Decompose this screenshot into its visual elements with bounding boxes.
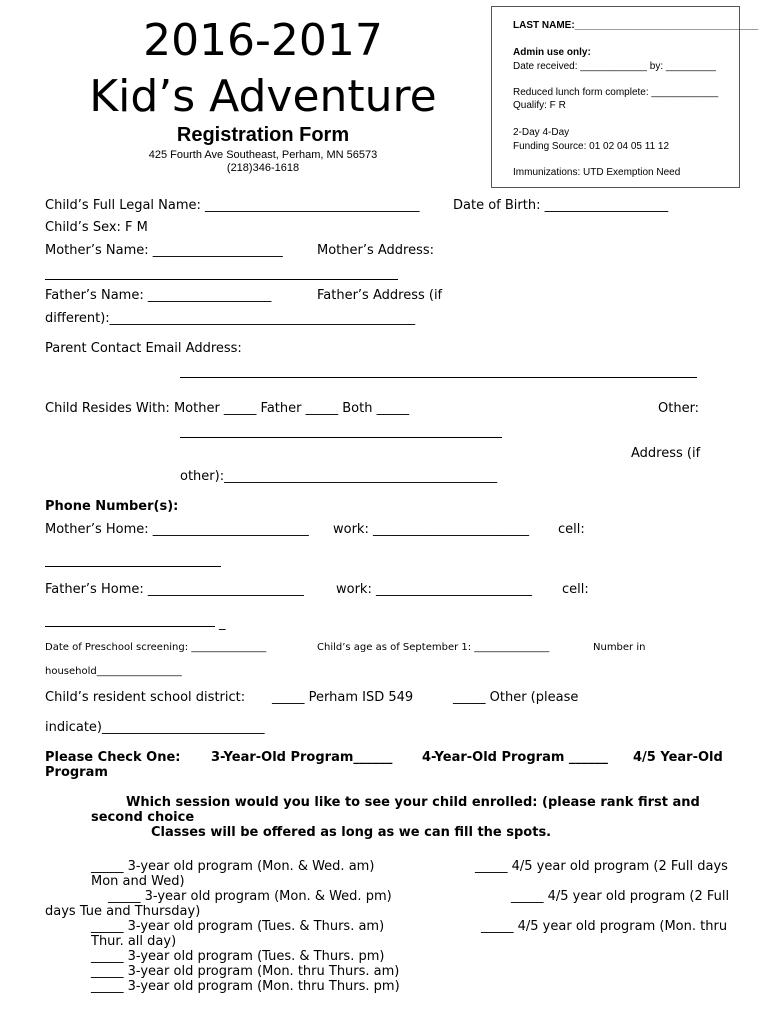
session-option-45-mon-thru-thur-cont: Thur. all day) <box>91 934 177 949</box>
phone-numbers-heading: Phone Number(s): <box>45 499 179 514</box>
session-option-mth-pm[interactable]: _____ 3-year old program (Mon. thru Thurs. pm) <box>91 979 400 994</box>
parent-email-line[interactable] <box>180 377 697 378</box>
four-five-year-program-option[interactable]: 4/5 Year-Old <box>633 750 723 765</box>
other-address-label: Address (if <box>631 446 701 461</box>
child-resides-field[interactable]: Child Resides With: Mother _____ Father _____ Both _____ <box>45 401 410 416</box>
mother-cell-line[interactable] <box>45 566 221 567</box>
funding-source-options[interactable]: Funding Source: 01 02 04 05 11 12 <box>513 141 670 152</box>
father-address-field[interactable]: different):_______________________________________________ <box>45 311 416 326</box>
qualify-options[interactable]: Qualify: F R <box>513 100 566 111</box>
perham-isd-option[interactable]: _____ Perham ISD 549 <box>272 690 414 705</box>
session-option-45-mon-thru-thur[interactable]: _____ 4/5 year old program (Mon. thru <box>481 919 728 934</box>
school-district-label: Child’s resident school district: <box>45 690 246 705</box>
father-name-field[interactable]: Father’s Name: ___________________ <box>45 288 272 303</box>
mother-address-line[interactable] <box>45 279 398 280</box>
form-title: Registration Form <box>176 124 350 146</box>
four-year-program-option[interactable]: 4-Year-Old Program ______ <box>422 750 608 765</box>
father-home-phone-field[interactable]: Father’s Home: ________________________ <box>45 582 304 597</box>
mother-home-phone-field[interactable]: Mother’s Home: ________________________ <box>45 522 309 537</box>
session-option-tt-am[interactable]: _____ 3-year old program (Tues. & Thurs. am) <box>91 919 385 934</box>
household-field[interactable]: household_________________ <box>45 666 182 677</box>
child-sex-field[interactable]: Child’s Sex: F M <box>45 220 148 235</box>
other-district-field[interactable]: indicate)_________________________ <box>45 720 265 735</box>
session-option-45-two-full-mw[interactable]: _____ 4/5 year old program (2 Full days <box>475 859 728 874</box>
program-title: Kid’s Adventure <box>89 71 437 122</box>
form-year: 2016-2017 <box>143 15 383 66</box>
organization-phone: (218)346-1618 <box>226 162 300 174</box>
session-option-45-two-full-mw-cont: Mon and Wed) <box>91 874 185 889</box>
classes-offered-note: Classes will be offered as long as we can fill the spots. <box>151 825 552 840</box>
father-address-label: Father’s Address (if <box>317 288 443 303</box>
session-option-45-two-full-tt[interactable]: _____ 4/5 year old program (2 Full <box>511 889 730 904</box>
child-name-field[interactable]: Child’s Full Legal Name: _________________________________ <box>45 198 420 213</box>
date-of-birth-field[interactable]: Date of Birth: ___________________ <box>453 198 669 213</box>
mother-work-phone-field[interactable]: work: ________________________ <box>333 522 529 537</box>
please-check-one-label: Please Check One: <box>45 750 181 765</box>
last-name-field[interactable]: LAST NAME:_________________________________ <box>513 20 759 31</box>
session-option-mth-am[interactable]: _____ 3-year old program (Mon. thru Thurs. am) <box>91 964 400 979</box>
resides-other-label: Other: <box>658 401 700 416</box>
reduced-lunch-field[interactable]: Reduced lunch form complete: ____________ <box>513 87 719 98</box>
admin-use-heading: Admin use only: <box>513 47 591 58</box>
other-address-field[interactable]: other):__________________________________________ <box>180 469 498 484</box>
resides-other-line[interactable] <box>180 437 502 438</box>
mother-name-field[interactable]: Mother’s Name: ____________________ <box>45 243 283 258</box>
father-cell-label: cell: <box>562 582 589 597</box>
program-word: Program <box>45 765 108 780</box>
session-option-mw-am[interactable]: _____ 3-year old program (Mon. & Wed. am) <box>91 859 375 874</box>
father-cell-line[interactable] <box>45 626 215 627</box>
father-work-phone-field[interactable]: work: ________________________ <box>336 582 532 597</box>
date-received-field[interactable]: Date received: ____________ by: _________ <box>513 61 716 72</box>
admin-use-box <box>491 6 759 188</box>
father-cell-tail: _ <box>219 616 226 631</box>
immunizations-options[interactable]: Immunizations: UTD Exemption Need <box>513 167 681 178</box>
session-option-tt-pm[interactable]: _____ 3-year old program (Tues. & Thurs. pm) <box>91 949 385 964</box>
number-in-household-label: Number in <box>593 642 646 653</box>
day-options[interactable]: 2-Day 4-Day <box>513 127 570 138</box>
session-question: Which session would you like to see your child enrolled: (please rank first and <box>126 795 700 810</box>
mother-cell-label: cell: <box>558 522 585 537</box>
parent-email-label: Parent Contact Email Address: <box>45 341 242 356</box>
session-option-mw-pm[interactable]: _____ 3-year old program (Mon. & Wed. pm) <box>108 889 392 904</box>
session-option-45-two-full-tt-cont: days Tue and Thursday) <box>45 904 201 919</box>
session-question-cont: second choice <box>91 810 195 825</box>
organization-address: 425 Fourth Ave Southeast, Perham, MN 56573 <box>148 149 378 161</box>
mother-address-label: Mother’s Address: <box>317 243 435 258</box>
preschool-screening-field[interactable]: Date of Preschool screening: _______________ <box>45 642 267 653</box>
child-age-field[interactable]: Child’s age as of September 1: _______________ <box>317 642 550 653</box>
three-year-program-option[interactable]: 3-Year-Old Program______ <box>211 750 393 765</box>
other-district-option[interactable]: _____ Other (please <box>453 690 579 705</box>
